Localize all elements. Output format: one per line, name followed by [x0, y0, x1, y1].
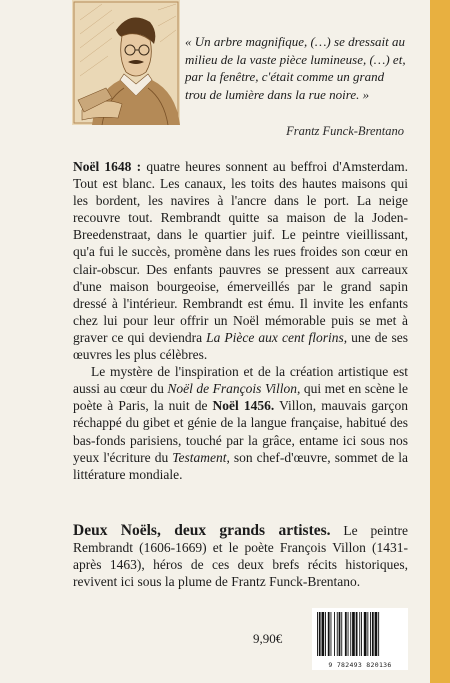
epigraph-author: Frantz Funck-Brentano: [286, 124, 404, 138]
barcode-bar: [331, 612, 332, 656]
barcode-bar: [359, 612, 360, 656]
barcode-bar: [325, 612, 326, 656]
barcode-bar: [372, 612, 374, 656]
barcode-bar: [364, 612, 367, 656]
p2-title: Noël de François Villon: [167, 381, 297, 397]
barcode-digits: 9 782493 820136: [328, 661, 392, 669]
barcode-bar: [317, 612, 318, 656]
p2-title2: Testament: [172, 449, 227, 465]
synopsis: [73, 158, 408, 483]
p2-bold: Noël 1456.: [212, 398, 275, 414]
isbn-barcode: [312, 608, 408, 670]
barcode-bar: [341, 612, 342, 656]
barcode-bar: [378, 612, 379, 656]
tagline: [73, 522, 408, 590]
tagline-rest: Le peintre Rembrandt (1606-1669) et le poète François Villon (1431-après 1463), héros de ces deux brefs récits historiques, revivent ici sous la plume de Frantz Funck-Brentano.: [73, 523, 408, 590]
barcode-bar: [322, 612, 325, 656]
synopsis-paragraph-rembrandt: [73, 158, 408, 363]
barcode-bar: [345, 612, 347, 656]
p2-start: Le mystère de l'inspiration et de la création artistique est aussi au cœur du: [73, 364, 408, 397]
barcode-bar: [361, 612, 362, 656]
epigraph-quote: « Un arbre magnifique, (…) se dressait au milieu de la vaste pièce lumineuse, (…) et, par la fenêtre, c'était comme un grand trou de lumière dans la rue noire. »: [185, 34, 406, 102]
barcode-bar: [367, 612, 368, 656]
barcode-bar: [319, 612, 321, 656]
p2-rest: Villon, mauvais garçon réchappé du gibet et génie de la langue française, habitué des bas-fonds parisiens, touché par la grâce, entame ici sous nos yeux l'écriture du: [73, 398, 408, 465]
barcode-bar: [337, 612, 338, 656]
book-spine-edge: [430, 0, 450, 683]
price-label: 9,90€: [253, 631, 283, 646]
barcode-bar: [356, 612, 358, 656]
barcode-bar: [375, 612, 378, 656]
barcode-bar: [348, 612, 349, 656]
synopsis-paragraph-villon: [73, 363, 408, 483]
p2-end: , son chef-d'œuvre, sommet de la littérature mondiale.: [73, 449, 408, 482]
barcode-bar: [328, 612, 330, 656]
p1-title: La Pièce aux cent florins: [206, 329, 344, 345]
barcode-bars: [312, 608, 408, 660]
barcode-bar: [352, 612, 355, 656]
p1-end: , une de ses œuvres les plus célèbres.: [73, 329, 409, 363]
p2-mid: , qui met en scène le poète à Paris, la nuit de: [73, 381, 408, 414]
tagline-lead: Deux Noëls, deux grands artistes.: [73, 522, 331, 539]
author-portrait: [72, 0, 180, 125]
barcode-bar: [334, 612, 335, 656]
barcode-bar: [339, 612, 341, 656]
p1-lead: Noël 1648 :: [73, 159, 142, 174]
p1-rest: quatre heures sonnent au beffroi d'Amsterdam. Tout est blanc. Les canaux, les toits des hautes maisons qui les bordent, les navires à l'ancre dans le port. La neige recouvre tout. Rembrandt quitte sa maison de la Joden-Breedenstraat, dans le quartier juif. Le peintre vieillissant, qu'a fui le succès, promène dans les rues froides son cœur en clair-obscur. Des enfants pauvres se pressent aux carreaux d'une maison bourgeoise, émerveillés par le grand sapin dressé à l'intérieur. Rembrandt est ému. Il invite les enfants chez lui pour leur offrir un Noël mémorable puis se met à graver ce qui deviendra: [73, 159, 408, 345]
barcode-bar: [370, 612, 371, 656]
barcode-bar: [350, 612, 351, 656]
